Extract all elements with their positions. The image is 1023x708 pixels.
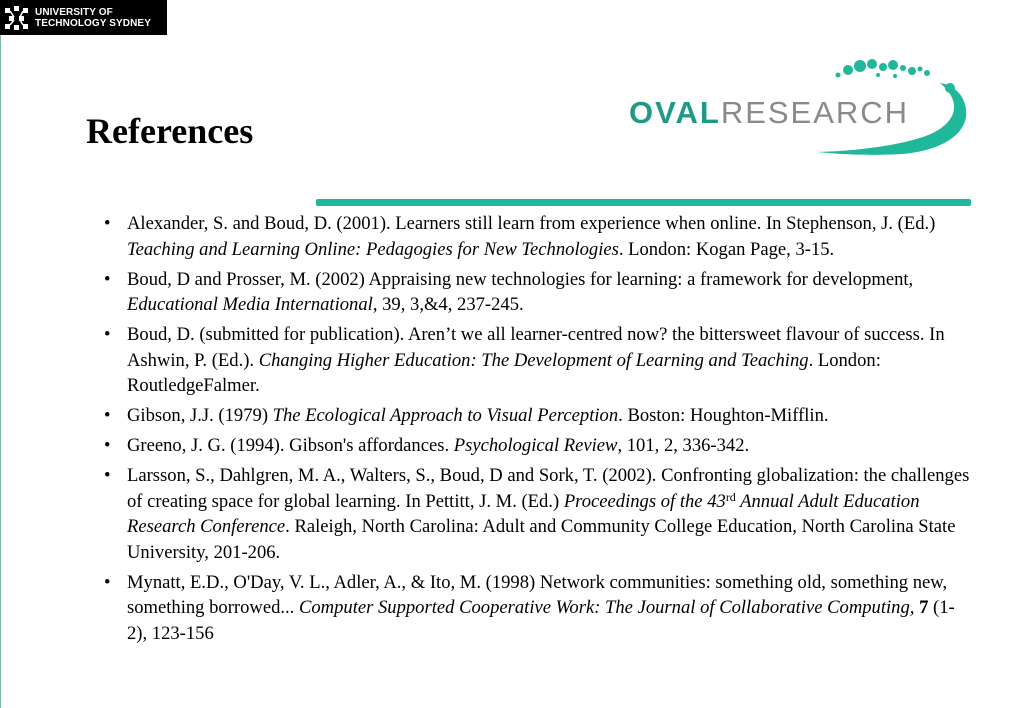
oval-word-bold: OVAL	[629, 95, 721, 130]
oval-word-light: RESEARCH	[720, 95, 910, 130]
slide-left-border	[0, 0, 1, 708]
oval-research-wordmark	[629, 96, 909, 130]
reference-item: • Alexander, S. and Boud, D. (2001). Learners still learn from experience when online. In Stephenson, J. (Ed.) Teaching and Learning Online: Pedagogies for New Technologies. London: Kogan Page, 3-15.	[101, 211, 971, 262]
reference-item: • Gibson, J.J. (1979) The Ecological Approach to Visual Perception. Boston: Houghton-Mifflin.	[101, 403, 971, 429]
uts-logo	[0, 0, 167, 35]
reference-list	[101, 211, 971, 651]
reference-item: • Boud, D and Prosser, M. (2002) Appraising new technologies for learning: a framework for development, Educational Media International, 39, 3,&4, 237-245.	[101, 267, 971, 318]
page-title: References	[86, 111, 254, 151]
uts-name-line2: TECHNOLOGY SYDNEY	[35, 17, 151, 29]
uts-name-line1: UNIVERSITY OF	[35, 6, 113, 18]
title-underline	[316, 199, 971, 206]
uts-emblem-icon	[4, 5, 30, 31]
reference-item: • Mynatt, E.D., O'Day, V. L., Adler, A., & Ito, M. (1998) Network communities: something old, something new, something borrowed... Computer Supported Cooperative Work: The Journal of Collaborative Computing, 7 (1-2), 123-156	[101, 570, 971, 647]
reference-item: • Boud, D. (submitted for publication). Aren’t we all learner-centred now? the bittersweet flavour of success. In Ashwin, P. (Ed.). Changing Higher Education: The Development of Learning and Teaching. London: RoutledgeFalmer.	[101, 322, 971, 399]
reference-item: • Larsson, S., Dahlgren, M. A., Walters, S., Boud, D and Sork, T. (2002). Confronting globalization: the challenges of creating space for global learning. In Pettitt, J. M. (Ed.) Proceedings of the 43rd Annual Adult Education Research Conference. Raleigh, North Carolina: Adult and Community College Education, North Carolina State University, 201-206.	[101, 463, 971, 565]
reference-item: • Greeno, J. G. (1994). Gibson's affordances. Psychological Review, 101, 2, 336-342.	[101, 433, 971, 459]
